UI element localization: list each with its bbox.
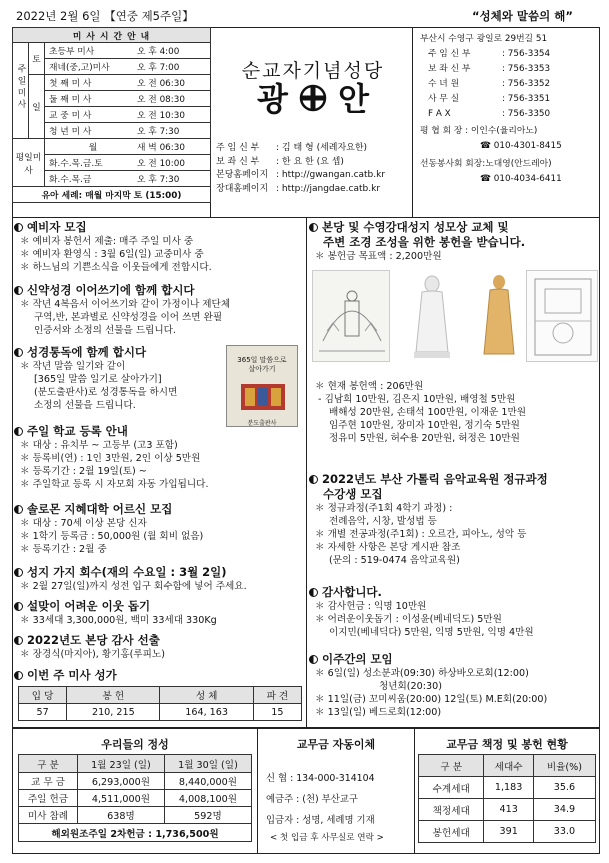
music-school-section: 2022년도 부산 가톨릭 음악교육원 정규과정 수강생 모집 ＊ 정규과정(주1회 4학기 과정) : 전례음악, 시창, 발성법 등 ＊ 개별 전공과정(주1회) : 오르간, 피아노, 성악 등 ＊ 자세한 사항은 본당 게시판 참조 (문의 : 519-0474 음악교육원) [309, 472, 599, 567]
hymns-table: 입 당 봉 헌 성 체 파 견 57 210, 215 164, 163 15 [18, 686, 302, 721]
year-motto: “성체와 말씀의 해” [472, 9, 573, 23]
contacts-block: 부산시 수영구 광일로 29번길 51 주 임 신 부 : 756-3354 보 좌 신 부 : 756-3353 수 녀 원 : 756-3352 사 무 실 : 756-3351 F A X : 756-3350 평 협 회 장 : 이인수(율리아노) ☎ 010-4301-8415 선동봉사회 회장:노대영(안드레아) ☎ 010-4034-6411 [420, 34, 562, 184]
sunday-label: 일 [29, 75, 45, 139]
auditor-section: 2022년도 본당 감사 선출 ＊ 장경식(마지아), 황기홍(루피노) [14, 633, 304, 661]
mass-row: 청 년 미 사 [49, 127, 92, 137]
garden-sketch-image [312, 270, 390, 362]
bible-reading-section: 성경통독에 함께 합시다 ＊ 작년 말씀 일기와 같이 [365일 말씀 일기로 살아가기] (분도출판사)로 성경통독을 하시면 소정의 선물을 드립니다. [14, 345, 224, 412]
book-cover-image: 365일 말씀으로 살아가기 분도출판사 [226, 345, 298, 427]
mass-row: 첫 째 미 사 [49, 79, 92, 89]
saturday-label: 토 [29, 43, 45, 75]
donation-status: ＊ 현재 봉헌액 : 206만원 - 김남희 10만원, 김은지 10만원, 배영철 5만원 배해성 20만원, 손태석 100만원, 이재운 1만원 임주현 10만원, 장미자 10만원, 정기숙 5만원 정유미 5만원, 허수용 20만원, 허정은 10만원 [315, 381, 526, 444]
mass-schedule-table: 미 사 시 간 안 내 주일미사 토 초등부 미사 오 후 4:00 재네(중,고)미사 오 후 7:00 일 첫 째 미 사 오 전 06:30 둘 째 미 사 오 전 08:30 교 중 미 사 오 전 10:30 청 년 미 사 오 후 7:30 평일미사 월 새 벽 06:30 화.수.목.금.토 오 전 10:00 화.수.목.금 오 후 7:30 유아 세례: 매월 마지막 토 (15:00) [12, 27, 211, 203]
transfer-title: 교무금 자동이체 [296, 738, 376, 751]
clergy-info: 주 임 신 부 : 김 태 형 (세례자요한) 보 좌 신 부 : 한 요 한 (요 셉) 본당홈페이지 : http://gwangan.catb.kr 장대홈페이지 : http://jangdae.catb.kr [216, 143, 386, 194]
white-statue-image [392, 270, 472, 362]
sunday-school-section: 주일 학교 등록 안내 ＊ 대상 : 유치부 ~ 고등부 (고3 포함) ＊ 등록비(연) : 1인 3만원, 2인 이상 5만원 ＊ 등록기간 : 2월 19일(토) ~ ＊ 주일학교 등록 시 자모회 자동 가입됩니다. [14, 424, 304, 491]
meetings-section: 이주간의 모임 ＊ 6일(일) 성소분과(09:30) 하상바오로회(12:00) 청년회(20:30) ＊ 11일(금) 꼬미씨움(20:00) 12일(토) M.E회(20:00) ＊ 13일(일) 베드로회(12:00) [309, 652, 599, 719]
new-testament-section: 신약성경 이어쓰기에 함께 합시다 ＊ 작년 4복음서 이어쓰기와 같이 가정이나 제단체 구역,반, 본과별로 신약성경을 이어 쓰면 완필 인증서와 소정의 선물을 드립니다. [14, 283, 304, 337]
youth-homepage-link[interactable]: http://jangdae.catb.kr [281, 183, 381, 194]
hymns-section: 이번 주 미사 성가 [14, 668, 304, 683]
newsletter-name: 광 안 [256, 80, 370, 118]
weekday-mass-label: 평일미사 [13, 139, 45, 187]
status-table: 구 분 세대수 비율(%) 수계세대 1,183 35.6 책정세대 413 34.9 봉헌세대 391 33.0 [418, 754, 596, 843]
mass-row: 월 [88, 143, 98, 153]
palm-collection-section: 성지 가지 회수(재의 수요일 : 3월 2일) ＊ 2월 27일(일)까지 성전 입구 회수함에 넣어 주세요. [14, 565, 304, 593]
mass-schedule-title: 미 사 시 간 안 내 [13, 28, 211, 43]
sunday-mass-label: 주일미사 [13, 43, 29, 139]
parish-name: 순교자기념성당 [241, 60, 385, 82]
mass-row: 둘 째 미 사 [49, 95, 92, 105]
status-title: 교무금 책정 및 봉헌 현황 [446, 738, 568, 751]
cross-logo-icon [299, 82, 327, 110]
infant-baptism: 유아 세례: 매월 마지막 토 (15:00) [13, 187, 211, 203]
issue-date: 2022년 2월 6일 【연중 제5주일】 [16, 9, 194, 23]
parish-homepage-link[interactable]: http://gwangan.catb.kr [281, 170, 386, 180]
wooden-statue-image [474, 270, 524, 362]
catechumen-section: 예비자 모집 ＊ 예비자 봉헌서 제출: 매주 주일 미사 중 ＊ 예비자 환영식 : 3월 6일(일) 교중미사 중 ＊ 하느님의 기쁜소식을 이웃들에게 전합시다. [14, 220, 304, 274]
statue-donation-section: 본당 및 수영강대성지 성모상 교체 및 주변 조경 조성을 위한 봉헌을 받습니다. ＊ 봉헌금 목표액 : 2,200만원 [309, 220, 599, 263]
site-plan-image [526, 270, 598, 362]
mass-row: 초등부 미사 [49, 47, 95, 57]
offering-title: 우리들의 정성 [101, 738, 169, 751]
mass-row: 교 중 미 사 [49, 111, 92, 121]
transfer-info: 신 협 : 134-000-314104 예금주 : (천) 부산교구 입금자 : 성명, 세례명 기재 < 첫 입금 후 사무실로 연락 > [266, 773, 384, 843]
mass-row: 화.수.목.금 [49, 175, 92, 185]
thanks-section: 감사합니다. ＊ 감사헌금 : 익명 10만원 ＊ 어려운이웃돕기 : 이성윤(베네딕도) 5만원 이지민(베네딕다) 5만원, 익명 5만원, 익명 4만원 [309, 585, 599, 639]
senior-college-section: 솔로몬 지혜대학 어르신 모집 ＊ 대상 : 70세 이상 본당 신자 ＊ 1학기 등록금 : 50,000원 (월 회비 없음) ＊ 등록기간 : 2월 중 [14, 502, 304, 556]
mass-row: 재네(중,고)미사 [49, 63, 110, 73]
parish-address: 부산시 수영구 광일로 29번길 51 [420, 34, 548, 44]
offering-table: 구 분 1월 23일 (일) 1월 30일 (일) 교 무 금 6,293,000원 8,440,000원 주일 헌금 4,511,000원 4,008,100원 미사 참례 638명 592명 해외원조주일 2차헌금 : 1,736,500원 [18, 754, 252, 842]
mass-row: 화.수.목.금.토 [49, 159, 103, 169]
neighbor-help-section: 설맞이 어려운 이웃 돕기 ＊ 33세대 3,300,000원, 백미 33세대 330Kg [14, 599, 304, 627]
